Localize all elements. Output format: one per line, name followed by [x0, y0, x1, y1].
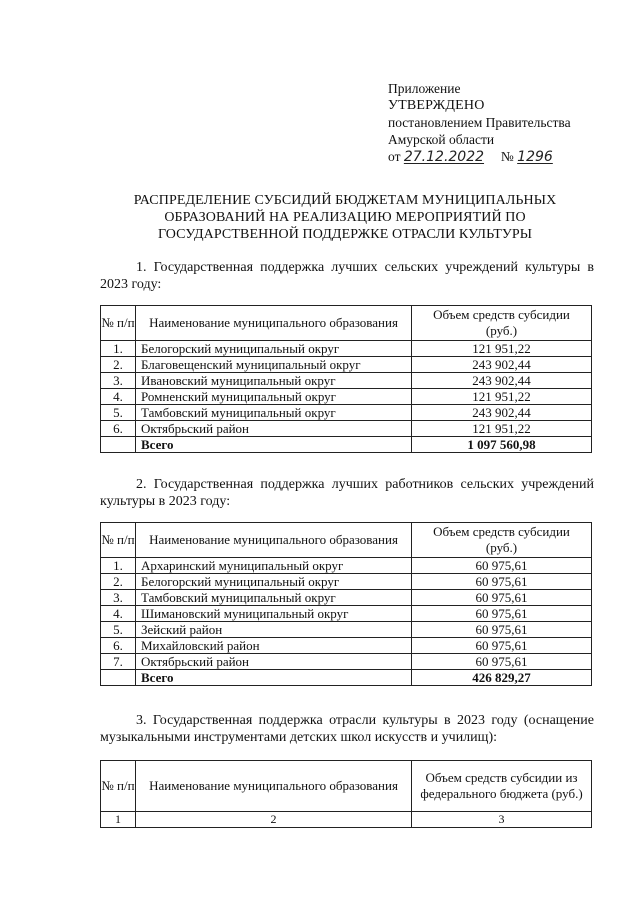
row-name: Белогорский муниципальный округ — [136, 341, 412, 357]
table-row — [101, 389, 592, 405]
total-amount: 1 097 560,98 — [412, 437, 592, 453]
table-header-row — [101, 306, 592, 341]
col-index-1: 1 — [101, 812, 136, 828]
row-amount: 121 951,22 — [412, 421, 592, 437]
section-1-heading — [100, 259, 594, 293]
row-num — [101, 437, 136, 453]
total-label: Всего — [136, 437, 412, 453]
total-label: Всего — [136, 670, 412, 686]
row-name: Благовещенский муниципальный округ — [136, 357, 412, 373]
col-name-header: Наименование муниципального образования — [136, 761, 412, 812]
row-num: 2. — [101, 357, 136, 373]
row-name: Октябрьский район — [136, 421, 412, 437]
column-index-row — [101, 812, 592, 828]
row-amount: 243 902,44 — [412, 405, 592, 421]
table-row — [101, 654, 592, 670]
number-label: № — [500, 149, 514, 164]
row-num: 1. — [101, 341, 136, 357]
section-3-table — [100, 760, 592, 828]
table-row — [101, 622, 592, 638]
row-name: Тамбовский муниципальный округ — [136, 405, 412, 421]
section-2-table — [100, 522, 592, 686]
row-name: Михайловский район — [136, 638, 412, 654]
row-amount: 60 975,61 — [412, 606, 592, 622]
col-num-header: № п/п — [101, 761, 136, 812]
section-2-heading — [100, 476, 594, 510]
col-index-2: 2 — [136, 812, 412, 828]
section-3-heading — [100, 712, 594, 746]
approved-label: УТВЕРЖДЕНО — [388, 98, 485, 113]
col-num-header: № п/п — [101, 306, 136, 341]
table-header-row — [101, 761, 592, 812]
row-amount: 60 975,61 — [412, 574, 592, 590]
table-row — [101, 606, 592, 622]
table-row — [101, 357, 592, 373]
table-row — [101, 373, 592, 389]
approval-block — [388, 80, 628, 166]
row-amount: 60 975,61 — [412, 558, 592, 574]
row-name: Тамбовский муниципальный округ — [136, 590, 412, 606]
section-1-table — [100, 305, 592, 453]
row-num: 3. — [101, 373, 136, 389]
row-num: 5. — [101, 622, 136, 638]
from-label: от — [388, 149, 401, 164]
row-name: Ромненский муниципальный округ — [136, 389, 412, 405]
decree-line — [388, 148, 628, 166]
row-amount: 60 975,61 — [412, 638, 592, 654]
section-1-heading-text: 1. Государственная поддержка лучших сельских учреждений культуры в 2023 году: — [100, 260, 594, 292]
col-index-3: 3 — [412, 812, 592, 828]
region-name: Амурской области — [388, 132, 495, 147]
row-amount: 243 902,44 — [412, 373, 592, 389]
table-header-row — [101, 523, 592, 558]
table-total-row — [101, 437, 592, 453]
row-name: Архаринский муниципальный округ — [136, 558, 412, 574]
document-title — [100, 192, 590, 243]
row-name: Ивановский муниципальный округ — [136, 373, 412, 389]
row-num — [101, 670, 136, 686]
row-name: Шимановский муниципальный округ — [136, 606, 412, 622]
col-num-header: № п/п — [101, 523, 136, 558]
row-name: Белогорский муниципальный округ — [136, 574, 412, 590]
title-line-1: РАСПРЕДЕЛЕНИЕ СУБСИДИЙ БЮДЖЕТАМ МУНИЦИПАЛЬНЫХ — [133, 193, 557, 208]
table-row — [101, 341, 592, 357]
section-3-heading-text: 3. Государственная поддержка отрасли культуры в 2023 году (оснащение музыкальными инструментами детских школ искусств и училищ): — [100, 713, 594, 745]
row-amount: 121 951,22 — [412, 341, 592, 357]
total-amount: 426 829,27 — [412, 670, 592, 686]
col-amount-header: Объем средств субсидии (руб.) — [412, 523, 592, 558]
row-num: 3. — [101, 590, 136, 606]
row-num: 5. — [101, 405, 136, 421]
appendix-label: Приложение — [388, 81, 461, 96]
approved-by: постановлением Правительства — [388, 115, 571, 130]
table-row — [101, 590, 592, 606]
row-num: 6. — [101, 421, 136, 437]
row-num: 4. — [101, 389, 136, 405]
section-2-heading-text: 2. Государственная поддержка лучших работников сельских учреждений культуры в 2023 году: — [100, 477, 594, 509]
col-amount-header: Объем средств субсидии (руб.) — [412, 306, 592, 341]
table-total-row — [101, 670, 592, 686]
table-row — [101, 574, 592, 590]
row-num: 7. — [101, 654, 136, 670]
col-name-header: Наименование муниципального образования — [136, 523, 412, 558]
row-num: 6. — [101, 638, 136, 654]
row-amount: 60 975,61 — [412, 654, 592, 670]
row-num: 1. — [101, 558, 136, 574]
row-name: Октябрьский район — [136, 654, 412, 670]
row-amount: 60 975,61 — [412, 590, 592, 606]
row-amount: 243 902,44 — [412, 357, 592, 373]
row-num: 2. — [101, 574, 136, 590]
row-amount: 121 951,22 — [412, 389, 592, 405]
title-line-2: ОБРАЗОВАНИЙ НА РЕАЛИЗАЦИЮ МЕРОПРИЯТИЙ ПО — [164, 210, 526, 225]
decree-date: 27.12.2022 — [403, 149, 485, 165]
row-amount: 60 975,61 — [412, 622, 592, 638]
table-row — [101, 558, 592, 574]
col-amount-header: Объем средств субсидии из федерального бюджета (руб.) — [412, 761, 592, 812]
table-row — [101, 638, 592, 654]
title-line-3: ГОСУДАРСТВЕННОЙ ПОДДЕРЖКЕ ОТРАСЛИ КУЛЬТУРЫ — [157, 227, 533, 242]
table-row — [101, 421, 592, 437]
decree-number: 1296 — [517, 149, 553, 165]
row-name: Зейский район — [136, 622, 412, 638]
row-num: 4. — [101, 606, 136, 622]
col-name-header: Наименование муниципального образования — [136, 306, 412, 341]
table-row — [101, 405, 592, 421]
